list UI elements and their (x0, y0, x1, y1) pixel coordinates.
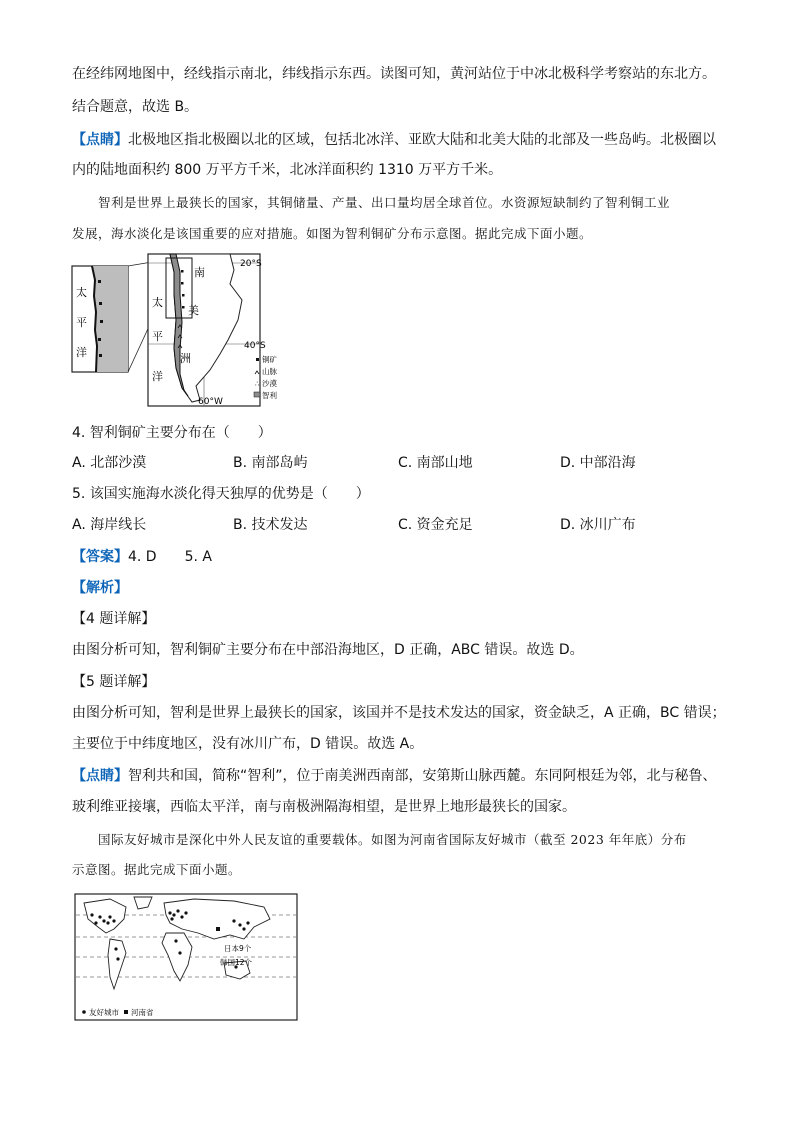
option-5d: D. 冰川广布 (560, 517, 636, 533)
map-label: 南 (194, 266, 205, 279)
map-label: 洲 (180, 352, 191, 365)
inset-label: 太 (76, 286, 87, 299)
map-label: 洋 (152, 370, 163, 383)
option-4d: D. 中部沿海 (560, 455, 636, 471)
q5-detail-text: 由图分析可知，智利是世界上最狭长的国家，该国并不是技术发达的国家，资金缺乏，A 正确，BC 错误； (72, 705, 726, 721)
longitude-label-60w: 60°W (198, 397, 223, 407)
friendship-city-legend-icon (82, 1010, 86, 1014)
tip-text: 北极地区指北极圈以北的区域，包括北冰洋、亚欧大陆和北美大陆的北部及一些岛屿。北极圈以 (128, 132, 716, 148)
option-4b: B. 南部岛屿 (233, 455, 308, 471)
legend-label: 山脉 (262, 367, 277, 376)
q4-detail-tag: 【4 题详解】 (72, 611, 156, 627)
legend-henan: 河南省 (131, 1008, 154, 1017)
para-line: 在经纬网地图中，经线指示南北，纬线指示东西。读图可知，黄河站位于中冰北极科学考察站的东北方。 (72, 66, 716, 82)
korea-count-label: 韩国12个 (220, 958, 253, 967)
map-label: 太 (152, 296, 163, 309)
japan-count-label: 日本9个 (224, 944, 252, 953)
option-5b: B. 技术发达 (233, 517, 308, 533)
map-label: 美 (188, 304, 199, 317)
q4-detail-text: 由图分析可知，智利铜矿主要分布在中部沿海地区，D 正确，ABC 错误。故选 D。 (72, 642, 584, 658)
answer-tag: 【答案】 (72, 549, 128, 565)
chile-legend-icon (254, 392, 260, 397)
intro-text: 发展，海水淡化是该国重要的应对措施。如图为智利铜矿分布示意图。据此完成下面小题。 (72, 226, 593, 241)
intro-text: 示意图。据此完成下面小题。 (72, 862, 242, 877)
desert-legend-icon: ∴ (255, 380, 260, 388)
analysis-tag: 【解析】 (72, 580, 128, 596)
option-4a: A. 北部沙漠 (72, 455, 147, 471)
tip-paragraph (72, 130, 722, 150)
q5-detail-text: 主要位于中纬度地区，没有冰川广布，D 错误。故选 A。 (72, 736, 424, 752)
inset-label: 洋 (76, 346, 87, 359)
legend-label: 沙漠 (262, 379, 277, 388)
intro-text: 国际友好城市是深化中外人民友谊的重要载体。如图为河南省国际友好城市（截至 2023 年年底）分布 (98, 832, 687, 847)
option-5c: C. 资金充足 (398, 517, 473, 533)
latitude-label-20s: 20°S (240, 259, 262, 269)
latitude-label-40s: 40°S (244, 341, 266, 351)
tip-text: 智利共和国，简称“智利”，位于南美洲西南部，安第斯山脉西麓。东同阿根廷为邻，北与秘鲁、 (128, 768, 717, 784)
question-5: 5. 该国实施海水淡化得天独厚的优势是（ ） (72, 486, 370, 502)
inset-label: 平 (76, 316, 87, 329)
tip-tag: 【点睛】 (72, 768, 128, 784)
world-sister-cities-map (74, 893, 298, 1021)
answer-line (72, 547, 722, 567)
para-line: 结合题意，故选 B。 (72, 99, 199, 115)
q5-detail-tag: 【5 题详解】 (72, 674, 156, 690)
henan-marker (216, 927, 220, 931)
map-label: 平 (152, 330, 163, 343)
answer-text: 4. D 5. A (128, 549, 212, 565)
legend-friendship-city: 友好城市 (89, 1008, 119, 1017)
tip-paragraph (72, 766, 722, 786)
option-5a: A. 海岸线长 (72, 517, 147, 533)
option-4c: C. 南部山地 (398, 455, 473, 471)
copper-legend-icon (256, 358, 259, 361)
intro-text: 智利是世界上最狭长的国家，其铜储量、产量、出口量均居全球首位。水资源短缺制约了智利铜工业 (98, 195, 671, 210)
chile-copper-map (70, 250, 292, 410)
henan-legend-icon (124, 1010, 128, 1014)
question-4: 4. 智利铜矿主要分布在（ ） (72, 425, 272, 441)
tip-text: 内的陆地面积约 800 万平方千米，北冰洋面积约 1310 万平方千米。 (72, 162, 503, 178)
legend-label: 智利 (262, 391, 277, 400)
tip-text: 玻利维亚接壤，西临太平洋，南与南极洲隔海相望，是世界上地形最狭长的国家。 (72, 799, 576, 815)
legend-label: 铜矿 (262, 355, 277, 364)
tip-tag: 【点睛】 (72, 132, 128, 148)
